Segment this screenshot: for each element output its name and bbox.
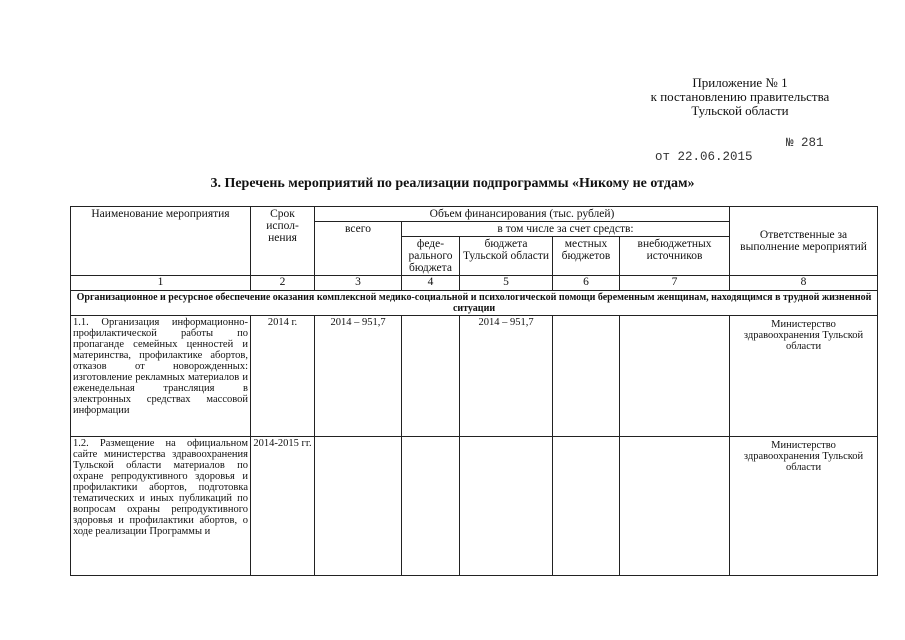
appendix-subtitle: к постановлению правительства [650,89,830,104]
activity-responsible: Министерство здравоохранения Тульской области [730,316,878,437]
activity-name: 1.2. Размещение на официальном сайте министерства здравоохранения Тульской области материалов по охране репродуктивного здоровья и профилактики абортов, подготовка тематических и иных публикаций по вопросам охраны репродуктивного здоровья и профилактики абортов, о ходе реализации Программы и [71,437,251,576]
col-header-local: местных бюджетов [553,237,620,276]
column-number: 1 [71,276,251,291]
table-row [71,316,878,437]
activity-term: 2014-2015 гг. [251,437,315,576]
col-header-name: Наименование мероприятия [71,207,251,276]
activity-regional [460,437,553,576]
activity-offbudget [620,316,730,437]
activity-regional: 2014 – 951,7 [460,316,553,437]
table-row [71,437,878,576]
column-number: 5 [460,276,553,291]
column-number: 8 [730,276,878,291]
column-number: 2 [251,276,315,291]
col-header-federal: феде-рального бюджета [402,237,460,276]
document-title: 3. Перечень мероприятий по реализации подпрограммы «Никому не отдам» [210,176,695,191]
decree-stamp [640,136,824,178]
appendix-title: Приложение № 1 [692,75,788,90]
col-header-regional: бюджета Тульской области [460,237,553,276]
activity-offbudget [620,437,730,576]
col-header-financing: Объем финансирования (тыс. рублей) [315,207,730,222]
column-number: 6 [553,276,620,291]
col-header-offbudget: внебюджетных источников [620,237,730,276]
activity-total: 2014 – 951,7 [315,316,402,437]
decree-number: № 281 [786,136,824,150]
activity-responsible: Министерство здравоохранения Тульской области [730,437,878,576]
activity-total [315,437,402,576]
column-number-row [71,276,878,291]
activity-term: 2014 г. [251,316,315,437]
activity-name: 1.1. Организация информационно-профилактической работы по пропаганде семейных ценностей и материнства, профилактике абортов, отказов от новорожденных: изготовление рекламных материалов и еженедельная трансляция в электронных средствах массовой информации [71,316,251,437]
activity-local [553,437,620,576]
appendix-header [600,76,880,118]
activity-local [553,316,620,437]
section-row [71,291,878,316]
activity-federal [402,437,460,576]
appendix-region: Тульской области [691,103,789,118]
col-header-responsible: Ответственные за выполнение мероприятий [730,207,878,276]
activities-table [70,206,878,576]
section-heading: Организационное и ресурсное обеспечение оказания комплексной медико-социальной и психологической помощи беременным женщинам, находящимся в трудной жизненной ситуации [71,291,878,316]
header-row-1 [71,207,878,222]
col-header-total: всего [315,222,402,276]
col-header-term: Срок испол-нения [251,207,315,276]
column-number: 7 [620,276,730,291]
activity-federal [402,316,460,437]
col-header-including: в том числе за счет средств: [402,222,730,237]
decree-date: от 22.06.2015 [655,150,753,164]
column-number: 3 [315,276,402,291]
column-number: 4 [402,276,460,291]
